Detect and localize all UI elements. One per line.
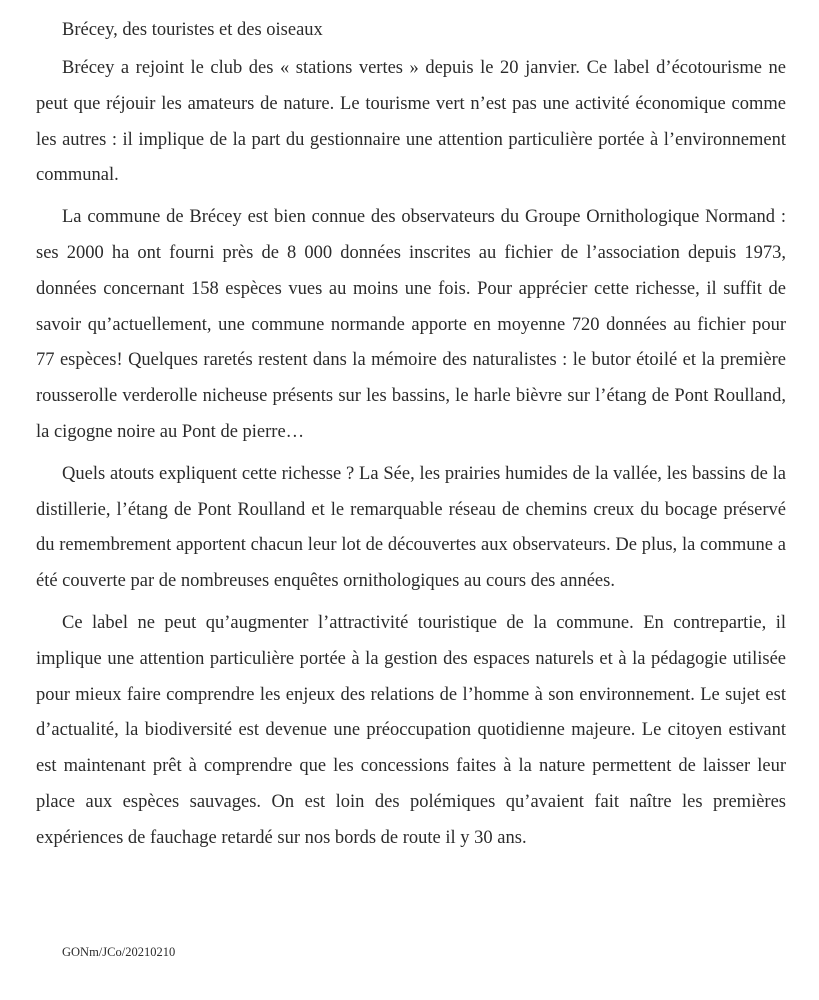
paragraph-stations-vertes: Brécey a rejoint le club des « stations vertes » depuis le 20 janvier. Ce label d’écotourisme ne peut que réjouir les amateurs de nature. Le tourisme vert n’est pas une activité économique comme les autres : il implique de la part du gestionnaire une attention particulière portée à l’environnement communal. [36, 58, 786, 186]
document-body [36, 51, 786, 863]
document-reference: GONm/JCo/20210210 [62, 945, 176, 959]
paragraph-attractivite: Ce label ne peut qu’augmenter l’attractivité touristique de la commune. En contrepartie, il implique une attention particulière portée à la gestion des espaces naturels et à la pédagogie utilisée pour mieux faire comprendre les enjeux des relations de l’homme à son environnement. Le sujet est d’actualité, la biodiversité est devenue une préoccupation quotidienne majeure. Le citoyen estivant est maintenant prêt à comprendre que les concessions faites à la nature permettent de laisser leur place aux espèces sauvages. On est loin des polémiques qu’avaient fait naître les premières expériences de fauchage retardé sur nos bords de route il y 30 ans. [36, 612, 786, 848]
document-title: Brécey, des touristes et des oiseaux [62, 20, 323, 40]
paragraph-atouts: Quels atouts expliquent cette richesse ? La Sée, les prairies humides de la vallée, les bassins de la distillerie, l’étang de Pont Roulland et le remarquable réseau de chemins creux du bocage préservé du remembrement apportent chacun leur lot de découvertes aux observateurs. De plus, la commune a été couverte par de nombreuses enquêtes ornithologiques au cours des années. [36, 463, 786, 592]
paragraph-observateurs-gonm: La commune de Brécey est bien connue des observateurs du Groupe Ornithologique Normand : ses 2000 ha ont fourni près de 8 000 données inscrites au fichier de l’association depuis 1973, données concernant 158 espèces vues au moins une fois. Pour apprécier cette richesse, il suffit de savoir qu’actuellement, une commune normande apporte en moyenne 720 données au fichier pour 77 espèces! Quelques raretés restent dans la mémoire des naturalistes : le butor étoilé et la première rousserolle verderolle nicheuse présents sur les bassins, le harle bièvre sur l’étang de Pont Roulland, la cigogne noire au Pont de pierre… [36, 207, 786, 442]
